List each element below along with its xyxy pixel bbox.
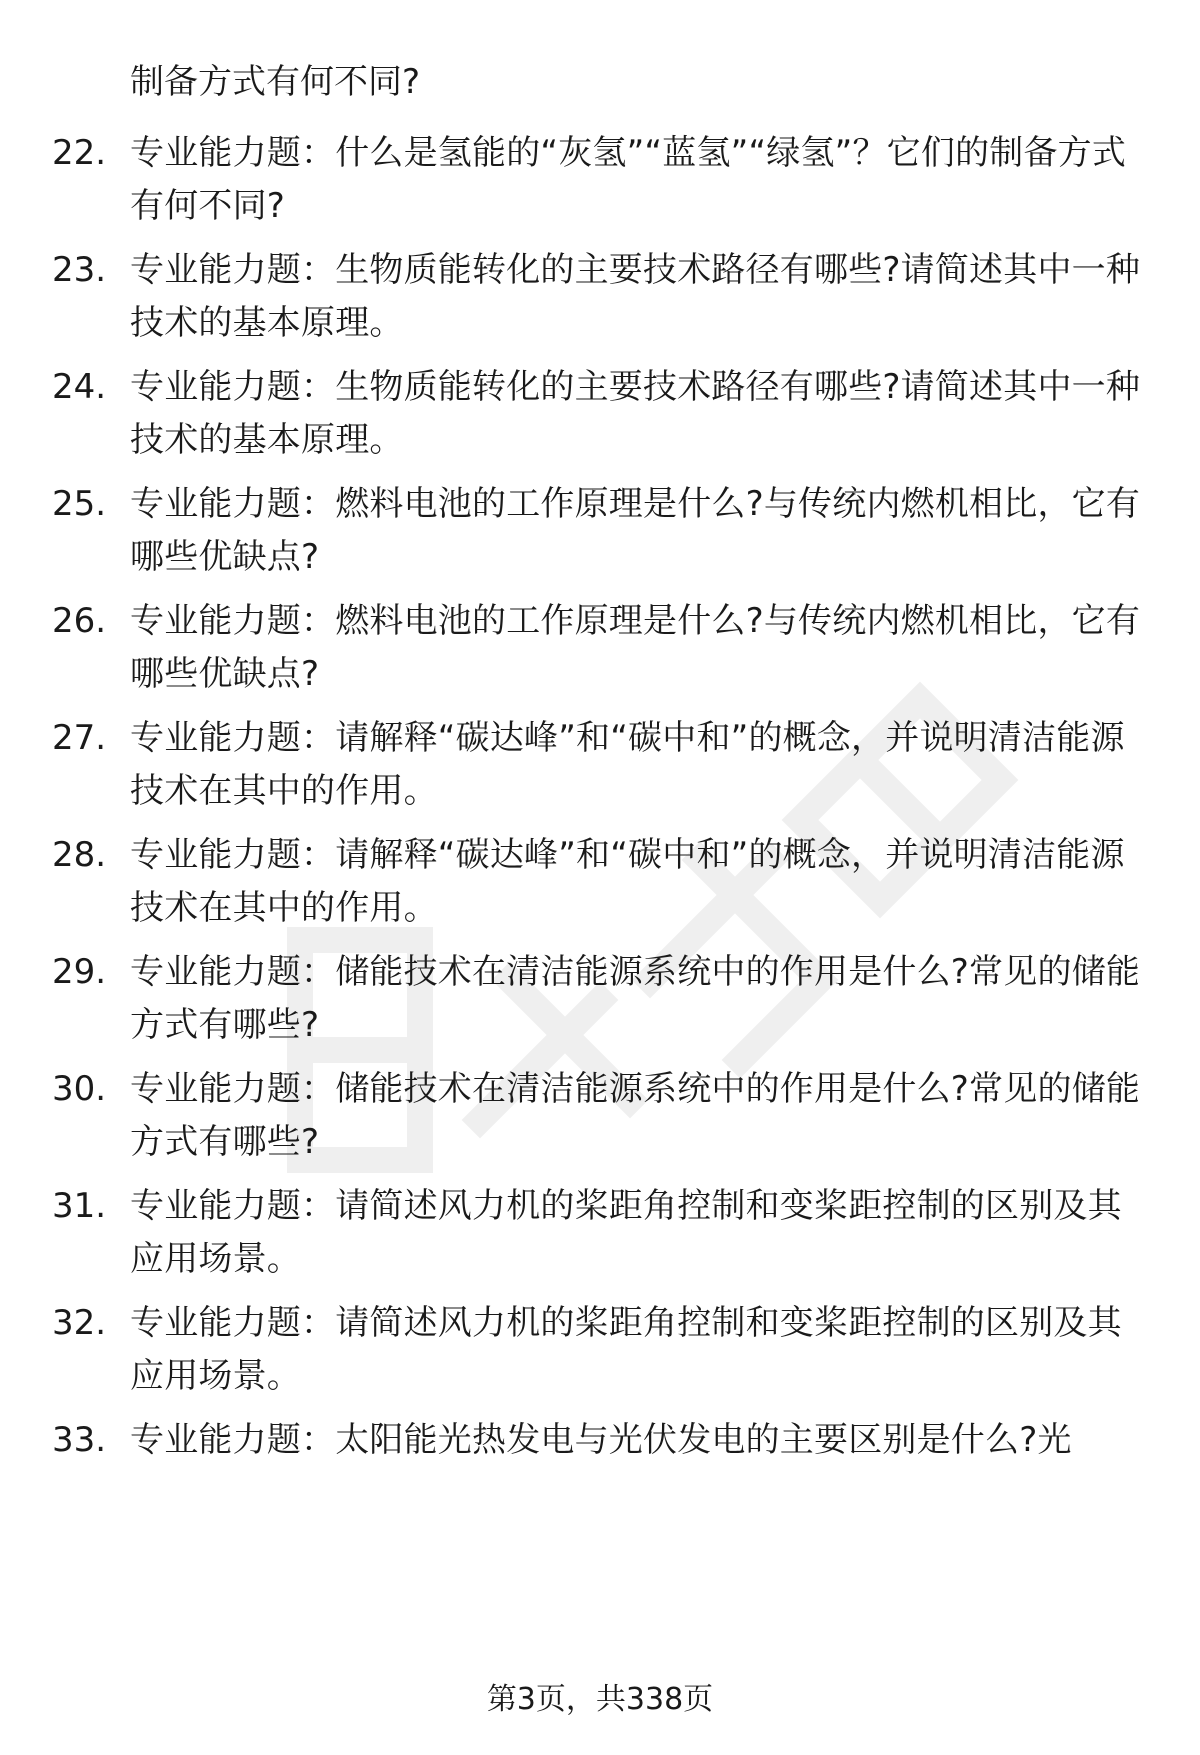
question-number: 29. [52,952,107,992]
question-number: 24. [52,367,107,407]
question-number: 25. [52,484,107,524]
question-number: 22. [52,133,107,173]
question-text: 专业能力题：请简述风力机的桨距角控制和变桨距控制的区别及其应用场景。 [130,1303,1122,1396]
question-number: 27. [52,718,107,758]
question-number: 28. [52,835,107,875]
question-text: 专业能力题：请解释“碳达峰”和“碳中和”的概念，并说明清洁能源技术在其中的作用。 [130,835,1125,928]
question-text: 专业能力题：太阳能光热发电与光伏发电的主要区别是什么?光 [130,1420,1072,1460]
question-text: 专业能力题：燃料电池的工作原理是什么?与传统内燃机相比，它有哪些优缺点? [130,484,1141,577]
question-text: 专业能力题：生物质能转化的主要技术路径有哪些?请简述其中一种技术的基本原理。 [130,367,1141,460]
question-number: 32. [52,1303,107,1343]
question-text: 专业能力题：什么是氢能的“灰氢”“蓝氢”“绿氢”？它们的制备方式有何不同? [130,133,1127,226]
question-number: 33. [52,1420,107,1460]
question-number: 23. [52,250,107,290]
question-text: 专业能力题：请解释“碳达峰”和“碳中和”的概念，并说明清洁能源技术在其中的作用。 [130,718,1125,811]
page-footer: 第3页，共338页 [486,1682,714,1717]
question-number: 26. [52,601,107,641]
question-text: 专业能力题：储能技术在清洁能源系统中的作用是什么?常见的储能方式有哪些? [130,1069,1141,1162]
question-text: 专业能力题：生物质能转化的主要技术路径有哪些?请简述其中一种技术的基本原理。 [130,250,1141,343]
question-number: 30. [52,1069,107,1109]
question-number: 31. [52,1186,107,1226]
question-text: 专业能力题：请简述风力机的桨距角控制和变桨距控制的区别及其应用场景。 [130,1186,1122,1279]
question-text: 专业能力题：储能技术在清洁能源系统中的作用是什么?常见的储能方式有哪些? [130,952,1141,1045]
continued-question-text: 制备方式有何不同? [130,62,421,102]
question-text: 专业能力题：燃料电池的工作原理是什么?与传统内燃机相比，它有哪些优缺点? [130,601,1141,694]
